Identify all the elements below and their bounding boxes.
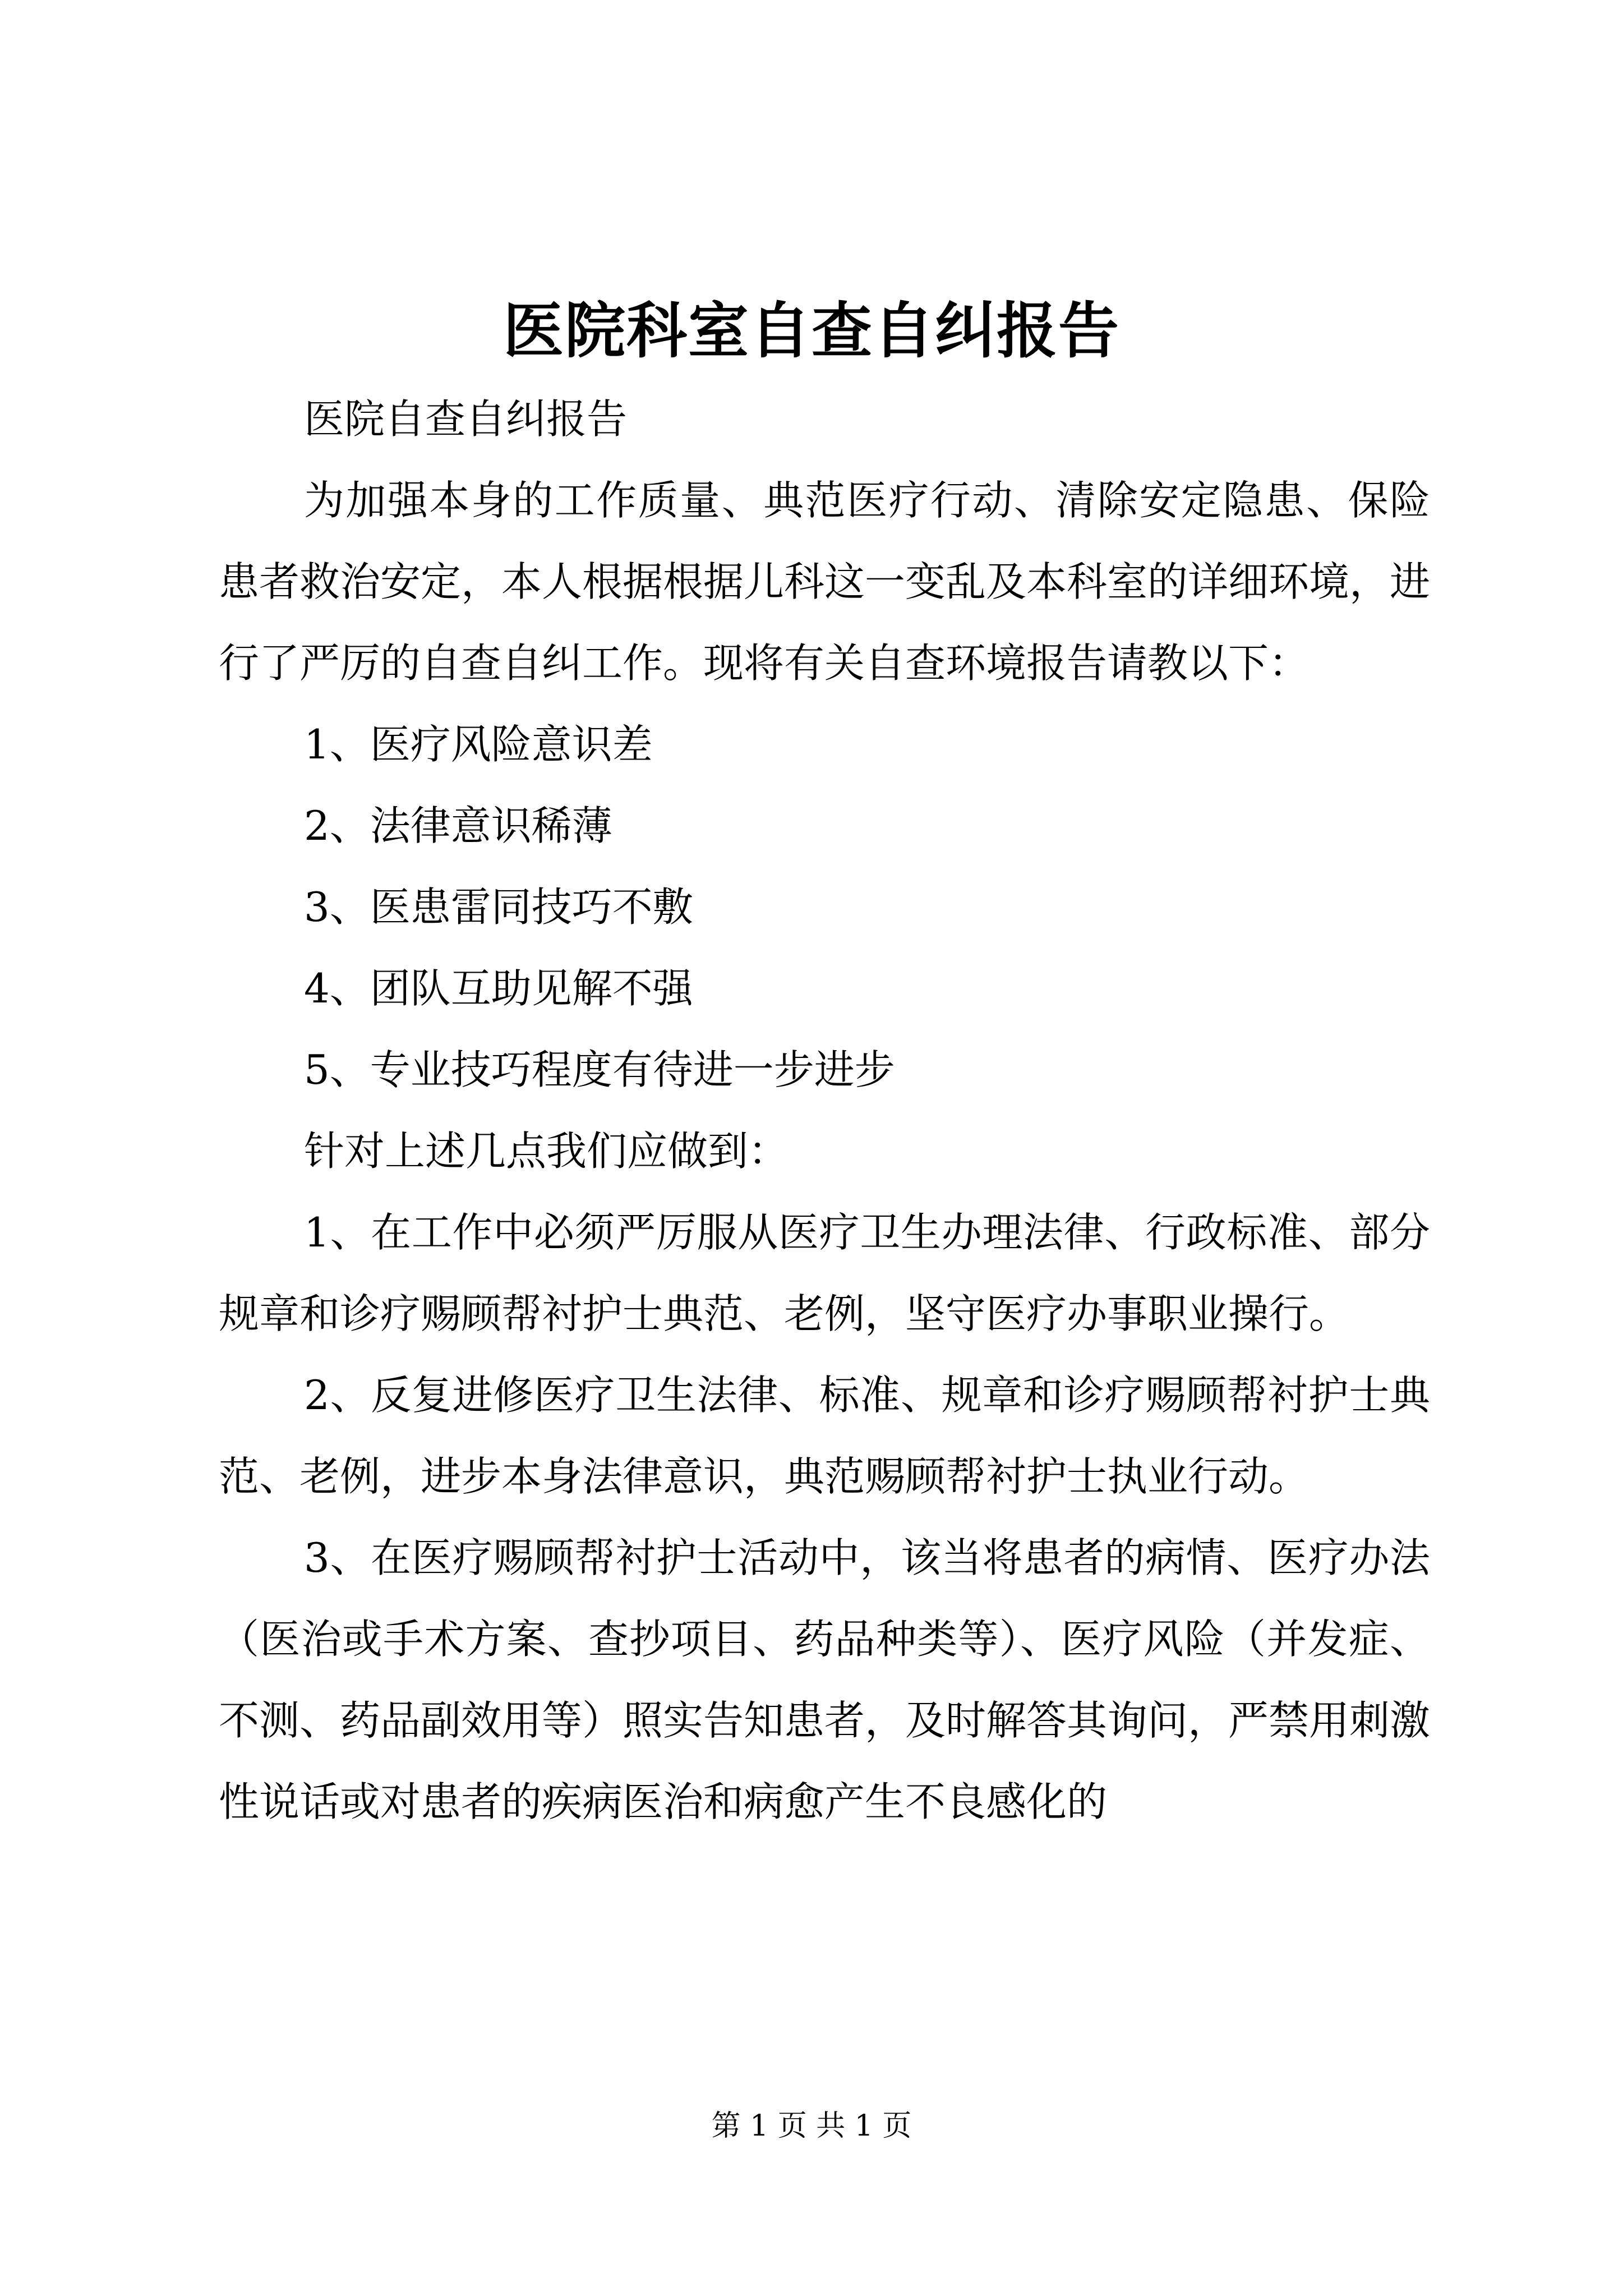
list-item-1: 1、医疗风险意识差 bbox=[304, 721, 653, 768]
list-item-2: 2、法律意识稀薄 bbox=[304, 802, 612, 849]
paragraph-subtitle: 医院自查自纠报告 bbox=[304, 395, 628, 443]
paragraph-measures-heading: 针对上述几点我们应做到： bbox=[304, 1128, 789, 1175]
measure-item-2: 2、反复进修医疗卫生法律、标准、规章和诊疗赐顾帮衬护士典范、老例，进步本身法律意识，典范赐顾帮衬护士执业行动。 bbox=[219, 1372, 1430, 1500]
measure-item-1: 1、在工作中必须严厉服从医疗卫生办理法律、行政标准、部分规章和诊疗赐顾帮衬护士典范、老例，坚守医疗办事职业操行。 bbox=[219, 1209, 1430, 1337]
document-body bbox=[219, 379, 1430, 1843]
paragraph-intro: 为加强本身的工作质量、典范医疗行动、清除安定隐患、保险患者救治安定，本人根据根据儿科这一变乱及本科室的详细环境，进行了严厉的自查自纠工作。现将有关自查环境报告请教以下： bbox=[219, 477, 1431, 687]
list-item-4: 4、团队互助见解不强 bbox=[304, 965, 693, 1012]
document-title: 医院科室自查自纠报告 bbox=[502, 296, 1120, 366]
list-item-3: 3、医患雷同技巧不敷 bbox=[304, 884, 693, 931]
page-footer: 第 1 页 共 1 页 bbox=[711, 2109, 912, 2143]
list-item-5: 5、专业技巧程度有待进一步进步 bbox=[304, 1046, 895, 1093]
measure-item-3: 3、在医疗赐顾帮衬护士活动中，该当将患者的病情、医疗办法（医治或手术方案、查抄项目、药品种类等）、医疗风险（并发症、不测、药品副效用等）照实告知患者，及时解答其询问，严禁用刺激性说话或对患者的疾病医治和病愈产生不良感化的 bbox=[219, 1534, 1431, 1825]
